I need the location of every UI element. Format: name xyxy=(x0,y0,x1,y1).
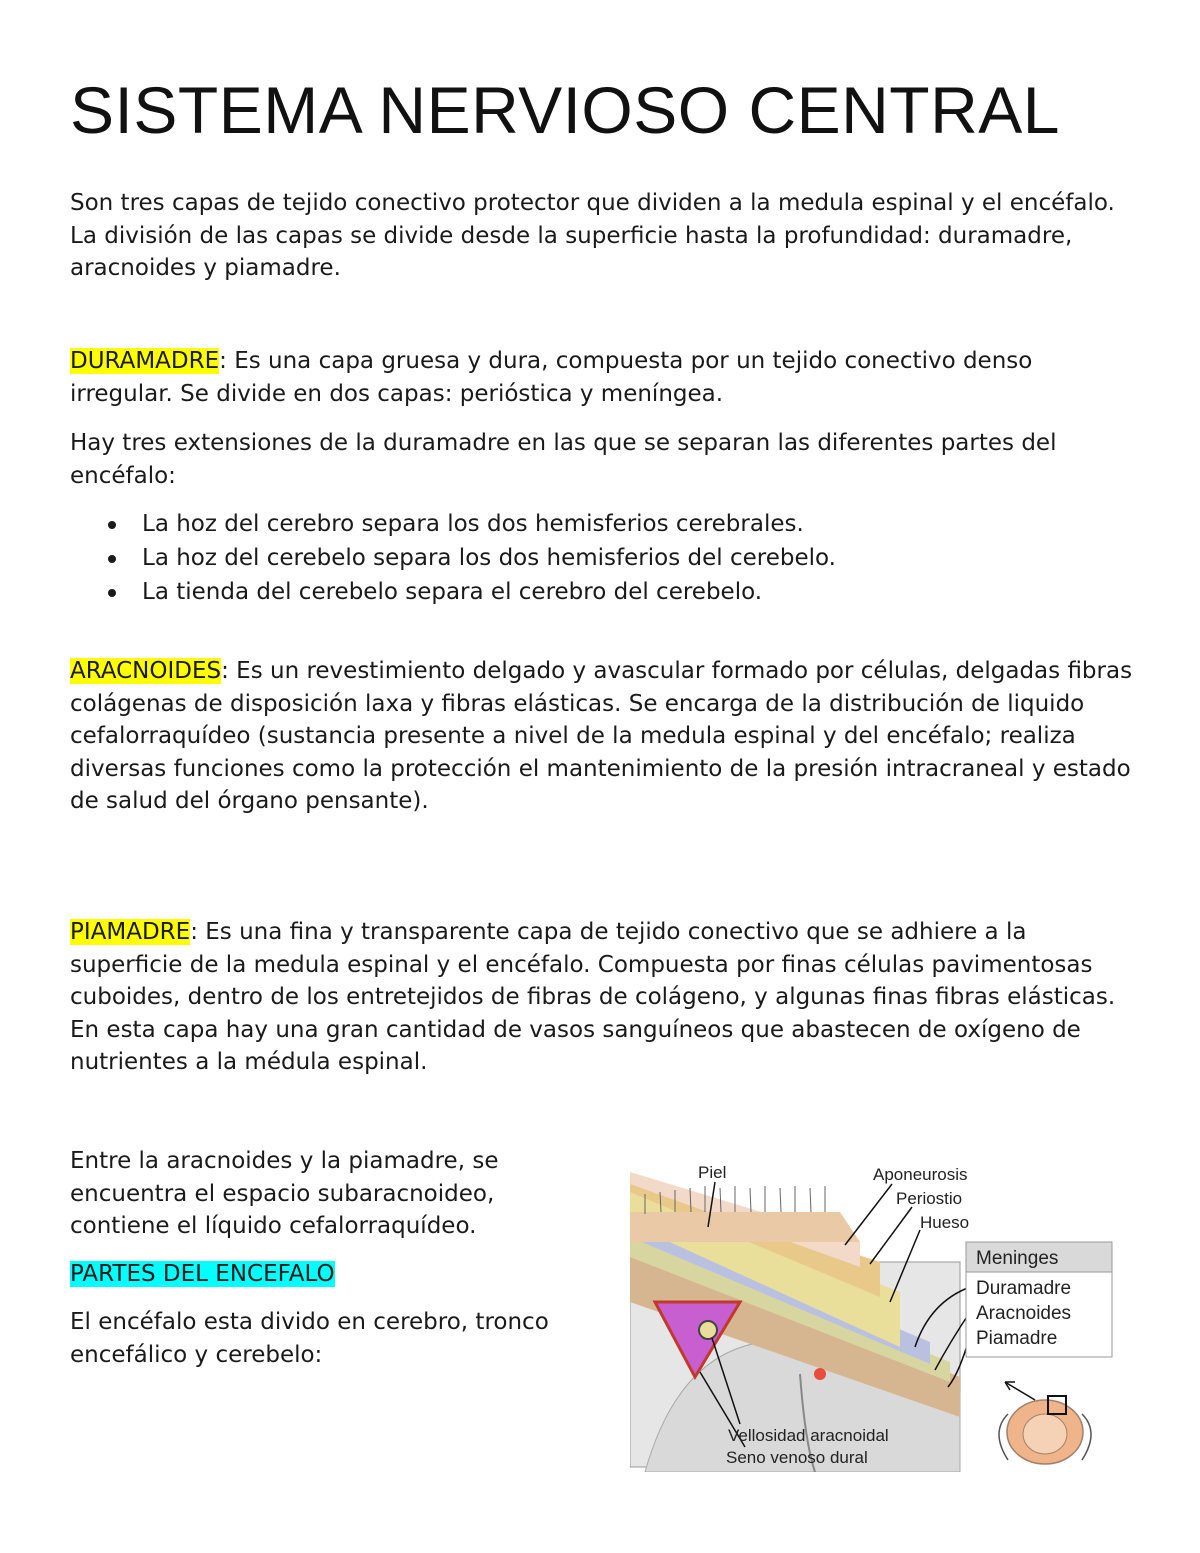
meninges-diagram xyxy=(630,1142,1130,1472)
label-hueso: Hueso xyxy=(920,1213,970,1232)
label-aracnoides: Aracnoides xyxy=(976,1303,1072,1324)
label-duramadre: Duramadre xyxy=(976,1278,1072,1299)
aracnoides-paragraph xyxy=(70,655,1140,818)
label-piamadre: Piamadre xyxy=(976,1328,1058,1349)
aracnoides-text: : Es un revestimiento delgado y avascular formado por células, delgadas fibras colágenas de disposición laxa y fibras elásticas. Se encarga de la distribución de liquido cefalorraquídeo (sustancia presente a nivel de la medula espinal y del encéfalo; realiza diversas funciones como la protección el mantenimiento de la presión intracraneal y estado de salud del órgano pensante). xyxy=(70,658,1133,814)
label-piel: Piel xyxy=(698,1163,727,1182)
partes-heading xyxy=(70,1258,560,1291)
brain-inset-icon xyxy=(999,1382,1091,1464)
duramadre-term: DURAMADRE xyxy=(70,348,220,374)
label-periostio: Periostio xyxy=(896,1189,963,1208)
duramadre-paragraph xyxy=(70,345,1140,410)
arachnoid-villus xyxy=(699,1321,717,1339)
meninges-diagram-svg xyxy=(630,1142,1130,1472)
label-vellosidad: Vellosidad aracnoidal xyxy=(728,1426,889,1445)
intro-paragraph: Son tres capas de tejido conectivo protector que dividen a la medula espinal y el encéfalo. La división de las capas se divide desde la superficie hasta la profundidad: duramadre, aracnoides y piamadre. xyxy=(70,190,1115,281)
partes-heading-text: PARTES DEL ENCEFALO xyxy=(70,1261,335,1287)
piamadre-text: : Es una fina y transparente capa de tejido conectivo que se adhiere a la superficie de la medula espinal y el encéfalo. Compuesta por finas células pavimentosas cuboides, dentro de los entretejidos de fibras de colágeno, y algunas finas fibras elásticas. En esta capa hay una gran cantidad de vasos sanguíneos que abastecen de oxígeno de nutrientes a la médula espinal. xyxy=(70,919,1116,1075)
list-item: La hoz del cerebro separa los dos hemisferios cerebrales. xyxy=(142,507,1200,541)
aracnoides-term: ARACNOIDES xyxy=(70,658,222,684)
skin-top xyxy=(630,1212,860,1242)
page-title: SISTEMA NERVIOSO CENTRAL xyxy=(70,73,1061,147)
label-aponeurosis: Aponeurosis xyxy=(873,1165,968,1184)
list-item: La hoz del cerebelo separa los dos hemisferios del cerebelo. xyxy=(142,541,1200,575)
partes-paragraph: El encéfalo esta divido en cerebro, tronco encefálico y cerebelo: xyxy=(70,1309,549,1368)
duramadre-extensions-list xyxy=(70,507,1200,609)
duramadre-text: : Es una capa gruesa y dura, compuesta por un tejido conectivo denso irregular. Se divide en dos capas: perióstica y meníngea. xyxy=(70,348,1033,407)
piamadre-paragraph xyxy=(70,916,1140,1079)
list-item: La tienda del cerebelo separa el cerebro del cerebelo. xyxy=(142,575,1200,609)
label-meninges: Meninges xyxy=(976,1248,1059,1269)
label-seno: Seno venoso dural xyxy=(726,1448,868,1467)
subarachnoid-paragraph: Entre la aracnoides y la piamadre, se encuentra el espacio subaracnoideo, contiene el líquido cefalorraquídeo. xyxy=(70,1148,499,1239)
blood-vessel-dot xyxy=(814,1368,826,1380)
piamadre-term: PIAMADRE xyxy=(70,919,191,945)
duramadre-extensions-intro: Hay tres extensiones de la duramadre en las que se separan las diferentes partes del encéfalo: xyxy=(70,430,1057,489)
